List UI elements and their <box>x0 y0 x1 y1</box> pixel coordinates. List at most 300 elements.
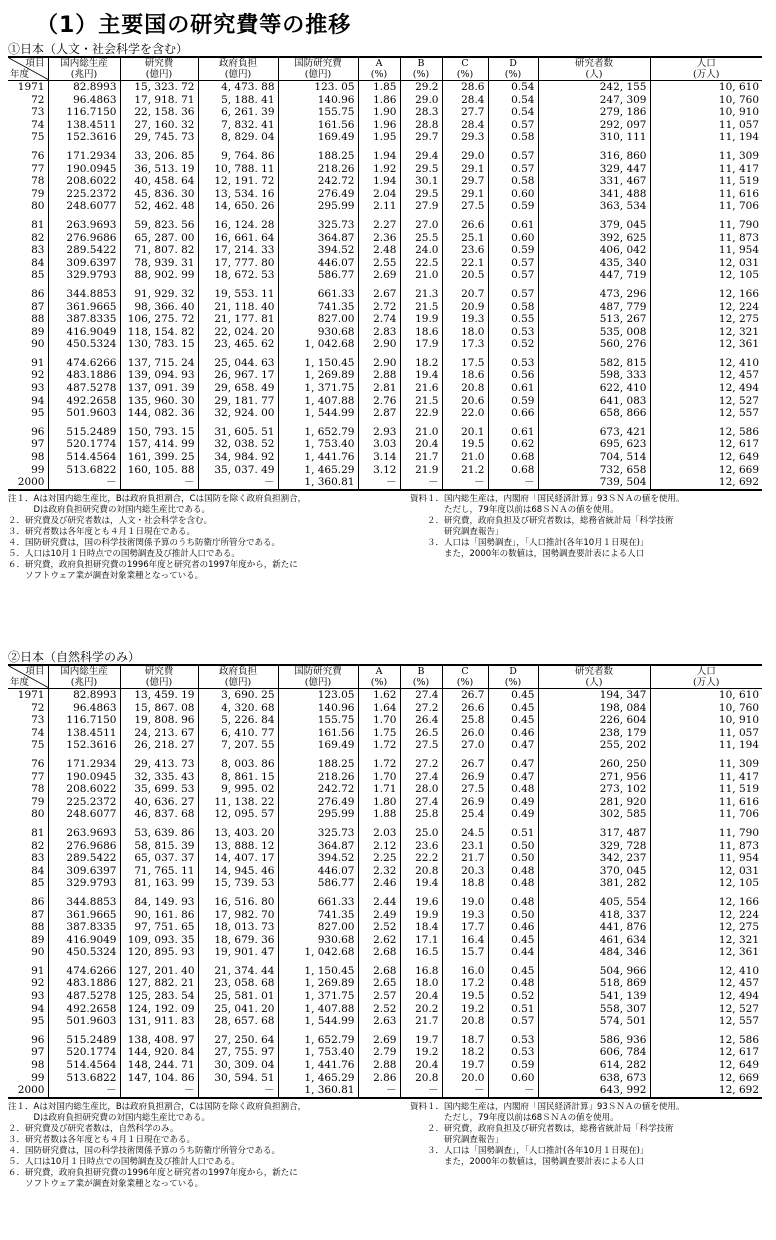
value-cell: 21.0 <box>400 269 442 282</box>
value-cell: 18.6 <box>400 326 442 339</box>
value-cell: 273, 102 <box>538 783 650 796</box>
value-cell: 2.65 <box>358 977 400 990</box>
value-cell: 1.72 <box>358 752 400 771</box>
year-cell: 1971 <box>17 81 45 93</box>
column-header <box>278 665 358 689</box>
value-cell: 17, 918. 71 <box>120 94 198 107</box>
value-cell: 501.9603 <box>48 1015 120 1028</box>
column-unit: (%) <box>456 69 474 80</box>
value-cell: 19, 808. 96 <box>120 714 198 727</box>
value-cell: 2.68 <box>358 959 400 978</box>
value-cell: 1.64 <box>358 702 400 715</box>
section-title: ②日本（自然科学のみ） <box>8 650 141 664</box>
value-cell: 29.7 <box>400 131 442 144</box>
value-cell: 11, 417 <box>650 771 762 784</box>
year-cell: 2000 <box>8 476 48 490</box>
value-cell: 12, 031 <box>650 865 762 878</box>
value-cell: 6, 410. 77 <box>198 727 278 740</box>
value-cell: 23, 058. 68 <box>198 977 278 990</box>
sources-right: 資料１．国内総生産は，内閣府「国民経済計算」93ＳＮＡの値を使用。 ただし，79年度以前は68ＳＮＡの値を使用。 ２．研究費，政府負担及び研究者数は，総務省統計局「科学技術 研究調査報告」 ３．人口は「国勢調査」，「人口推計(各年10月１日現在)」 また，2000年の数値は，国勢調査要計表による人口 <box>410 493 685 559</box>
value-cell: 19.9 <box>400 909 442 922</box>
value-cell: 2.68 <box>358 946 400 959</box>
year-cell: 98 <box>31 451 45 464</box>
value-cell: 26.5 <box>400 727 442 740</box>
value-cell: 52, 462. 48 <box>120 200 198 213</box>
value-cell: 0.54 <box>488 81 538 94</box>
value-cell: 2.83 <box>358 326 400 339</box>
value-cell: 20.7 <box>442 282 488 301</box>
value-cell: 17.9 <box>400 338 442 351</box>
column-name: A <box>375 666 383 677</box>
column-name: 国防研究費 <box>294 666 342 677</box>
value-cell: 20.5 <box>442 269 488 282</box>
value-cell: 106, 275. 72 <box>120 313 198 326</box>
value-cell: 12, 410 <box>650 959 762 978</box>
year-cell: 97 <box>31 1046 45 1059</box>
value-cell: 26.0 <box>442 727 488 740</box>
value-cell: 0.59 <box>488 200 538 213</box>
value-cell: 0.61 <box>488 382 538 395</box>
value-cell: 29.0 <box>400 94 442 107</box>
header-row <box>8 57 762 81</box>
value-cell: 12, 410 <box>650 351 762 370</box>
value-cell: 514.4564 <box>48 1059 120 1072</box>
value-cell: 28.4 <box>442 94 488 107</box>
value-cell: 1, 753.40 <box>278 1046 358 1059</box>
value-cell: 704, 514 <box>538 451 650 464</box>
value-cell: 582, 815 <box>538 351 650 370</box>
value-cell: 12, 275 <box>650 921 762 934</box>
value-cell: 11, 790 <box>650 821 762 840</box>
value-cell: 169.49 <box>278 739 358 752</box>
year-cell: 90 <box>31 946 45 959</box>
value-cell: 0.58 <box>488 175 538 188</box>
value-cell: 12, 191. 72 <box>198 175 278 188</box>
column-unit: (兆円) <box>70 69 98 80</box>
value-cell: 474.6266 <box>48 351 120 370</box>
value-cell: 27, 160. 32 <box>120 119 198 132</box>
value-cell: 152.3616 <box>48 131 120 144</box>
value-cell: 16.5 <box>400 946 442 959</box>
value-cell: 827.00 <box>278 921 358 934</box>
value-cell: 33, 206. 85 <box>120 144 198 163</box>
column-name: 国内総生産 <box>60 58 108 69</box>
table-row <box>8 269 762 282</box>
value-cell: 515.2489 <box>48 1028 120 1047</box>
value-cell: 1, 150.45 <box>278 959 358 978</box>
value-cell: 394.52 <box>278 244 358 257</box>
value-cell: 487, 779 <box>538 301 650 314</box>
value-cell: 2.48 <box>358 244 400 257</box>
year-cell: 1971 <box>17 689 45 701</box>
value-cell: 226, 604 <box>538 714 650 727</box>
value-cell: 341, 488 <box>538 188 650 201</box>
value-cell: 26.9 <box>442 771 488 784</box>
value-cell: 18.6 <box>442 369 488 382</box>
value-cell: 295.99 <box>278 808 358 821</box>
value-cell: － <box>400 476 442 490</box>
value-cell: 20.9 <box>442 301 488 314</box>
year-cell: 97 <box>31 438 45 451</box>
value-cell: 21.7 <box>400 451 442 464</box>
column-unit: (億円) <box>145 69 173 80</box>
value-cell: 24.5 <box>442 821 488 840</box>
column-name: 研究者数 <box>574 666 613 677</box>
year-cell: 74 <box>31 118 45 131</box>
value-cell: 8, 003. 86 <box>198 752 278 771</box>
value-cell: 82.8993 <box>48 81 120 94</box>
table-row <box>8 244 762 257</box>
value-cell: 2.55 <box>358 257 400 270</box>
value-cell: 11, 616 <box>650 796 762 809</box>
value-cell: 28.3 <box>400 106 442 119</box>
corner-label-year: 年度 <box>10 69 30 80</box>
value-cell: 0.48 <box>488 865 538 878</box>
value-cell: 379, 045 <box>538 213 650 232</box>
value-cell: 1.62 <box>358 689 400 702</box>
value-cell: 19, 901. 47 <box>198 946 278 959</box>
value-cell: 29.3 <box>442 131 488 144</box>
value-cell: 0.50 <box>488 840 538 853</box>
year-cell: 95 <box>31 407 45 420</box>
value-cell: 0.55 <box>488 313 538 326</box>
column-header <box>488 57 538 81</box>
value-cell: 45, 836. 30 <box>120 188 198 201</box>
value-cell: 1.70 <box>358 714 400 727</box>
value-cell: 364.87 <box>278 840 358 853</box>
value-cell: 586.77 <box>278 877 358 890</box>
value-cell: 16.8 <box>400 959 442 978</box>
value-cell: 1.86 <box>358 94 400 107</box>
value-cell: 27.2 <box>400 702 442 715</box>
value-cell: 30.1 <box>400 175 442 188</box>
value-cell: 17, 777. 80 <box>198 257 278 270</box>
value-cell: 1, 269.89 <box>278 977 358 990</box>
value-cell: 0.66 <box>488 407 538 420</box>
column-header <box>650 665 762 689</box>
value-cell: 32, 038. 52 <box>198 438 278 451</box>
table-row <box>8 420 762 439</box>
column-header <box>488 665 538 689</box>
value-cell: 29.5 <box>400 163 442 176</box>
column-unit: (兆円) <box>70 677 98 688</box>
value-cell: 25, 041. 20 <box>198 1003 278 1016</box>
value-cell: 26, 218. 27 <box>120 739 198 752</box>
value-cell: 14, 650. 26 <box>198 200 278 213</box>
value-cell: 21, 177. 81 <box>198 313 278 326</box>
value-cell: 394.52 <box>278 852 358 865</box>
value-cell: 450.5324 <box>48 338 120 351</box>
value-cell: 225.2372 <box>48 188 120 201</box>
value-cell: 289.5422 <box>48 852 120 865</box>
year-cell: 89 <box>31 325 45 338</box>
value-cell: 2.90 <box>358 351 400 370</box>
value-cell: 387.8335 <box>48 921 120 934</box>
value-cell: 12, 105 <box>650 877 762 890</box>
value-cell: 1.70 <box>358 771 400 784</box>
year-cell: 79 <box>31 795 45 808</box>
table-row <box>8 81 762 94</box>
value-cell: 131, 911. 83 <box>120 1015 198 1028</box>
column-header <box>538 665 650 689</box>
value-cell: 4, 320. 68 <box>198 702 278 715</box>
column-header <box>358 57 400 81</box>
year-cell: 91 <box>31 356 45 369</box>
value-cell: 418, 337 <box>538 909 650 922</box>
table-row <box>8 771 762 784</box>
value-cell: 0.59 <box>488 1059 538 1072</box>
value-cell: 26.4 <box>400 714 442 727</box>
value-cell: 8, 861. 15 <box>198 771 278 784</box>
value-cell: 0.47 <box>488 739 538 752</box>
value-cell: 13, 534. 16 <box>198 188 278 201</box>
value-cell: 120, 895. 93 <box>120 946 198 959</box>
value-cell: 21.5 <box>400 301 442 314</box>
value-cell: 26.9 <box>442 796 488 809</box>
value-cell: 1, 360.81 <box>278 476 358 490</box>
value-cell: － <box>120 476 198 490</box>
value-cell: 29.4 <box>400 144 442 163</box>
value-cell: 732, 658 <box>538 464 650 477</box>
value-cell: 1, 652.79 <box>278 420 358 439</box>
value-cell: 242, 155 <box>538 81 650 94</box>
value-cell: 7, 832. 41 <box>198 119 278 132</box>
column-unit: (%) <box>504 69 522 80</box>
value-cell: 0.48 <box>488 977 538 990</box>
value-cell: 18.2 <box>400 351 442 370</box>
value-cell: 447, 719 <box>538 269 650 282</box>
year-cell: 77 <box>31 770 45 783</box>
value-cell: 558, 307 <box>538 1003 650 1016</box>
table-row <box>8 395 762 408</box>
table-row <box>8 934 762 947</box>
value-cell: 473, 296 <box>538 282 650 301</box>
value-cell: 12, 224 <box>650 909 762 922</box>
value-cell: 98, 366. 40 <box>120 301 198 314</box>
column-unit: (万人) <box>693 677 720 688</box>
value-cell: 27, 250. 64 <box>198 1028 278 1047</box>
value-cell: 27.0 <box>442 739 488 752</box>
value-cell: 34, 984. 92 <box>198 451 278 464</box>
value-cell: 641, 083 <box>538 395 650 408</box>
value-cell: 1, 544.99 <box>278 407 358 420</box>
value-cell: 97, 751. 65 <box>120 921 198 934</box>
value-cell: 65, 287. 00 <box>120 232 198 245</box>
value-cell: 0.50 <box>488 909 538 922</box>
value-cell: 560, 276 <box>538 338 650 351</box>
value-cell: 27.4 <box>400 771 442 784</box>
value-cell: 741.35 <box>278 909 358 922</box>
value-cell: 130, 783. 15 <box>120 338 198 351</box>
value-cell: 16, 661. 64 <box>198 232 278 245</box>
value-cell: 140.96 <box>278 702 358 715</box>
value-cell: 2.25 <box>358 852 400 865</box>
value-cell: 0.48 <box>488 890 538 909</box>
year-cell: 84 <box>31 256 45 269</box>
value-cell: 144, 920. 84 <box>120 1046 198 1059</box>
column-name: C <box>461 666 469 677</box>
value-cell: 405, 554 <box>538 890 650 909</box>
value-cell: 0.52 <box>488 338 538 351</box>
value-cell: 12, 494 <box>650 382 762 395</box>
column-unit: (%) <box>370 69 388 80</box>
value-cell: 27.5 <box>442 783 488 796</box>
value-cell: 281, 920 <box>538 796 650 809</box>
value-cell: 329, 728 <box>538 840 650 853</box>
column-name: A <box>375 58 383 69</box>
value-cell: 0.61 <box>488 420 538 439</box>
value-cell: 1, 441.76 <box>278 451 358 464</box>
value-cell: 309.6397 <box>48 257 120 270</box>
value-cell: 27, 755. 97 <box>198 1046 278 1059</box>
column-header <box>400 57 442 81</box>
value-cell: 2.87 <box>358 407 400 420</box>
value-cell: 0.46 <box>488 921 538 934</box>
value-cell: 614, 282 <box>538 1059 650 1072</box>
year-cell: 85 <box>31 269 45 282</box>
value-cell: 0.52 <box>488 990 538 1003</box>
value-cell: 0.51 <box>488 1003 538 1016</box>
value-cell: 1.80 <box>358 796 400 809</box>
value-cell: 20.0 <box>442 1072 488 1085</box>
value-cell: 10, 788. 11 <box>198 163 278 176</box>
value-cell: 29.5 <box>400 188 442 201</box>
year-cell: 93 <box>31 382 45 395</box>
year-cell: 94 <box>31 394 45 407</box>
value-cell: 10, 610 <box>650 689 762 702</box>
value-cell: 0.54 <box>488 106 538 119</box>
value-cell: 20.4 <box>400 1059 442 1072</box>
table-row <box>8 752 762 771</box>
value-cell: 2.63 <box>358 1015 400 1028</box>
value-cell: 827.00 <box>278 313 358 326</box>
value-cell: 12, 669 <box>650 1072 762 1085</box>
value-cell: 138, 408. 97 <box>120 1028 198 1047</box>
value-cell: 329, 447 <box>538 163 650 176</box>
value-cell: 11, 706 <box>650 200 762 213</box>
value-cell: 30, 594. 51 <box>198 1072 278 1085</box>
value-cell: 84, 149. 93 <box>120 890 198 909</box>
value-cell: 13, 403. 20 <box>198 821 278 840</box>
table-row <box>8 796 762 809</box>
table-row <box>8 840 762 853</box>
value-cell: 28.4 <box>442 119 488 132</box>
column-unit: (人) <box>585 69 603 80</box>
value-cell: 520.1774 <box>48 1046 120 1059</box>
column-name: 研究者数 <box>574 58 613 69</box>
header-row <box>8 665 762 689</box>
value-cell: 169.49 <box>278 131 358 144</box>
value-cell: 242.72 <box>278 783 358 796</box>
value-cell: 661.33 <box>278 282 358 301</box>
year-cell: 79 <box>31 187 45 200</box>
value-cell: 148, 244. 71 <box>120 1059 198 1072</box>
value-cell: 492.2658 <box>48 395 120 408</box>
value-cell: 12, 105 <box>650 269 762 282</box>
value-cell: 17, 982. 70 <box>198 909 278 922</box>
year-cell: 76 <box>31 149 45 162</box>
value-cell: 276.9686 <box>48 840 120 853</box>
value-cell: 144, 082. 36 <box>120 407 198 420</box>
table-row <box>8 1015 762 1028</box>
year-cell: 83 <box>31 244 45 257</box>
value-cell: 1, 465.29 <box>278 464 358 477</box>
value-cell: 574, 501 <box>538 1015 650 1028</box>
value-cell: 218.26 <box>278 163 358 176</box>
value-cell: 155.75 <box>278 106 358 119</box>
value-cell: 21.6 <box>400 382 442 395</box>
year-cell: 83 <box>31 852 45 865</box>
value-cell: 0.58 <box>488 131 538 144</box>
value-cell: 416.9049 <box>48 326 120 339</box>
value-cell: 18, 013. 73 <box>198 921 278 934</box>
value-cell: 2.11 <box>358 200 400 213</box>
value-cell: 91, 929. 32 <box>120 282 198 301</box>
value-cell: 20.3 <box>442 865 488 878</box>
value-cell: 11, 873 <box>650 232 762 245</box>
value-cell: 1, 042.68 <box>278 946 358 959</box>
value-cell: 24, 213. 67 <box>120 727 198 740</box>
value-cell: 317, 487 <box>538 821 650 840</box>
value-cell: 2.79 <box>358 1046 400 1059</box>
column-name: B <box>417 666 425 677</box>
value-cell: 16, 124. 28 <box>198 213 278 232</box>
value-cell: 161.56 <box>278 119 358 132</box>
column-header <box>120 665 198 689</box>
value-cell: 504, 966 <box>538 959 650 978</box>
value-cell: 446.07 <box>278 257 358 270</box>
value-cell: 606, 784 <box>538 1046 650 1059</box>
value-cell: 123. 05 <box>278 81 358 94</box>
value-cell: 0.57 <box>488 163 538 176</box>
value-cell: 292, 097 <box>538 119 650 132</box>
value-cell: 5, 188. 41 <box>198 94 278 107</box>
value-cell: 90, 161. 86 <box>120 909 198 922</box>
value-cell: 9, 995. 02 <box>198 783 278 796</box>
value-cell: 18.0 <box>400 977 442 990</box>
value-cell: 12, 031 <box>650 257 762 270</box>
value-cell: 7, 207. 55 <box>198 739 278 752</box>
table-row <box>8 946 762 959</box>
table-row <box>8 959 762 978</box>
value-cell: 1, 407.88 <box>278 1003 358 1016</box>
value-cell: 18, 672. 53 <box>198 269 278 282</box>
value-cell: 26.6 <box>442 213 488 232</box>
table-row <box>8 977 762 990</box>
value-cell: 28, 657. 68 <box>198 1015 278 1028</box>
value-cell: 29.1 <box>442 188 488 201</box>
year-cell: 88 <box>31 313 45 326</box>
value-cell: 0.68 <box>488 464 538 477</box>
value-cell: 29, 745. 73 <box>120 131 198 144</box>
value-cell: 17, 214. 33 <box>198 244 278 257</box>
column-header <box>442 57 488 81</box>
value-cell: 12, 361 <box>650 946 762 959</box>
value-cell: 2.12 <box>358 840 400 853</box>
value-cell: 35, 037. 49 <box>198 464 278 477</box>
value-cell: 9, 764. 86 <box>198 144 278 163</box>
table-row <box>8 808 762 821</box>
table-row <box>8 476 762 490</box>
value-cell: 12, 224 <box>650 301 762 314</box>
table-row <box>8 865 762 878</box>
table-row <box>8 351 762 370</box>
value-cell: 116.7150 <box>48 106 120 119</box>
year-cell: 98 <box>31 1059 45 1072</box>
value-cell: 26.7 <box>442 689 488 702</box>
value-cell: 116.7150 <box>48 714 120 727</box>
data-table <box>8 664 762 1099</box>
